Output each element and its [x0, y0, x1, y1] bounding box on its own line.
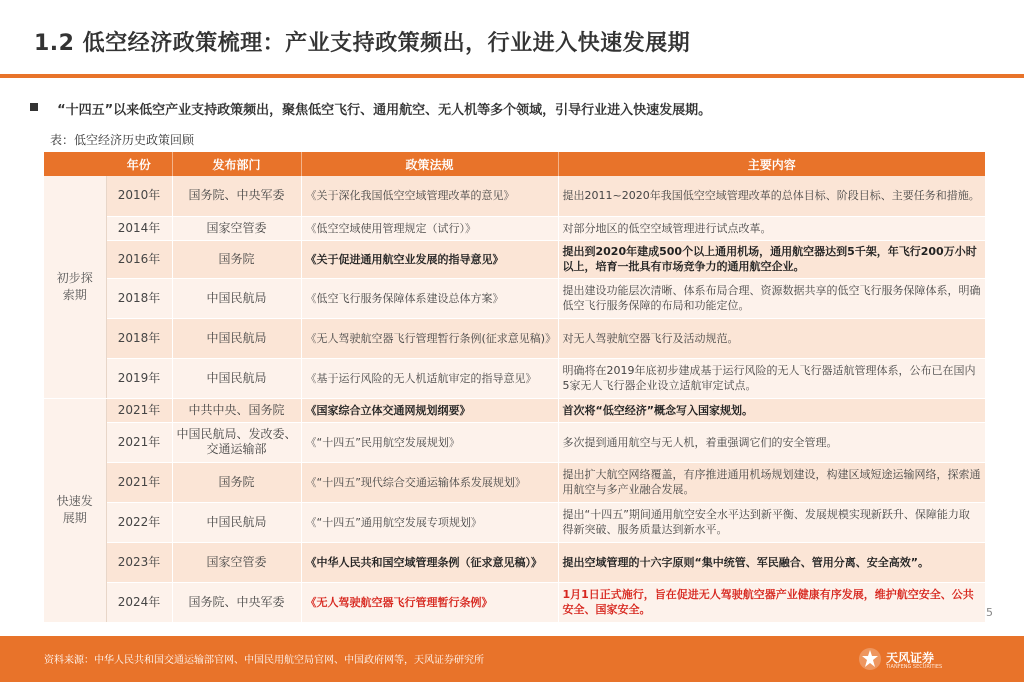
cell-content: 明确将在2019年底初步建成基于运行风险的无人飞行器适航管理体系，公布已在国内5家无人飞行器企业设立适航审定试点。	[558, 358, 985, 398]
cell-department: 中共中央、国务院	[172, 398, 301, 422]
policy-table	[44, 152, 986, 623]
phase-label: 初步探索期	[56, 270, 93, 302]
cell-department: 国务院、中央军委	[172, 176, 301, 216]
cell-year: 2021年	[106, 398, 172, 422]
cell-content: 提出扩大航空网络覆盖，有序推进通用机场规划建设，构建区域短途运输网络，探索通用航空与多产业融合发展。	[558, 462, 985, 502]
cell-content: 对部分地区的低空空域管理进行试点改革。	[558, 216, 985, 240]
cell-content: 1月1日正式施行，旨在促进无人驾驶航空器产业健康有序发展，维护航空安全、公共安全、国家安全。	[558, 582, 985, 622]
table-row	[44, 582, 985, 622]
cell-year: 2019年	[106, 358, 172, 398]
cell-department: 国务院	[172, 240, 301, 278]
phase-label: 快速发展期	[56, 494, 93, 525]
table-row	[44, 422, 985, 462]
cell-department: 中国民航局	[172, 318, 301, 358]
phase-rapid-development	[44, 398, 106, 622]
cell-policy: 《国家综合立体交通网规划纲要》	[301, 398, 558, 422]
summary-bullet	[30, 98, 1010, 118]
cell-year: 2024年	[106, 582, 172, 622]
header-department: 发布部门	[172, 152, 301, 176]
company-logo	[858, 647, 978, 673]
cell-policy: 《无人驾驶航空器飞行管理暂行条例(征求意见稿)》	[301, 318, 558, 358]
cell-content: 提出2011~2020年我国低空空域管理改革的总体目标、阶段目标、主要任务和措施。	[558, 176, 985, 216]
cell-content: 首次将“低空经济”概念写入国家规划。	[558, 398, 985, 422]
cell-policy: 《“十四五”民用航空发展规划》	[301, 422, 558, 462]
cell-year: 2014年	[106, 216, 172, 240]
table-row	[44, 398, 985, 422]
table-row	[44, 462, 985, 502]
table-row	[44, 542, 985, 582]
table-row	[44, 318, 985, 358]
cell-department: 中国民航局	[172, 278, 301, 318]
title-divider	[0, 74, 1024, 78]
tianfeng-logo-icon	[858, 647, 882, 671]
header-content: 主要内容	[558, 152, 985, 176]
phase-early-exploration	[44, 176, 106, 398]
square-bullet-icon	[30, 103, 38, 111]
table-caption: 表：低空经济历史政策回顾	[50, 133, 195, 147]
cell-content: 提出空域管理的十六字原则“集中统管、军民融合、管用分离、安全高效”。	[558, 542, 985, 582]
cell-policy: 《低空空域使用管理规定（试行）》	[301, 216, 558, 240]
table-row	[44, 358, 985, 398]
cell-year: 2022年	[106, 502, 172, 542]
cell-department: 中国民航局	[172, 502, 301, 542]
cell-content: 提出到2020年建成500个以上通用机场，通用航空器达到5千架，年飞行200万小时以上，培育一批具有市场竞争力的通用航空企业。	[558, 240, 985, 278]
cell-policy: 《无人驾驶航空器飞行管理暂行条例》	[301, 582, 558, 622]
table-row	[44, 216, 985, 240]
table-header-row	[44, 152, 985, 176]
cell-department: 中国民航局、发改委、交通运输部	[172, 422, 301, 462]
table-row	[44, 176, 985, 216]
cell-policy: 《低空飞行服务保障体系建设总体方案》	[301, 278, 558, 318]
cell-year: 2021年	[106, 462, 172, 502]
cell-policy: 《“十四五”现代综合交通运输体系发展规划》	[301, 462, 558, 502]
cell-year: 2023年	[106, 542, 172, 582]
header-policy: 政策法规	[301, 152, 558, 176]
cell-department: 国家空管委	[172, 216, 301, 240]
cell-policy: 《关于促进通用航空业发展的指导意见》	[301, 240, 558, 278]
cell-department: 国务院、中央军委	[172, 582, 301, 622]
cell-content: 对无人驾驶航空器飞行及活动规范。	[558, 318, 985, 358]
cell-content: 提出建设功能层次清晰、体系布局合理、资源数据共享的低空飞行服务保障体系，明确低空飞行服务保障的布局和功能定位。	[558, 278, 985, 318]
header-blank	[44, 152, 106, 176]
page-number: 5	[986, 606, 993, 619]
cell-year: 2018年	[106, 278, 172, 318]
cell-year: 2016年	[106, 240, 172, 278]
cell-content: 多次提到通用航空与无人机，着重强调它们的安全管理。	[558, 422, 985, 462]
cell-year: 2018年	[106, 318, 172, 358]
cell-policy: 《关于深化我国低空空域管理改革的意见》	[301, 176, 558, 216]
page-title: 1.2 低空经济政策梳理：产业支持政策频出，行业进入快速发展期	[34, 31, 691, 56]
cell-policy: 《中华人民共和国空域管理条例（征求意见稿）》	[301, 542, 558, 582]
summary-text: “十四五”以来低空产业支持政策频出，聚焦低空飞行、通用航空、无人机等多个领域，引导行业进入快速发展期。	[57, 103, 712, 118]
cell-policy: 《基于运行风险的无人机适航审定的指导意见》	[301, 358, 558, 398]
cell-year: 2021年	[106, 422, 172, 462]
cell-year: 2010年	[106, 176, 172, 216]
logo-subtext: TIANFENG SECURITIES	[886, 664, 943, 670]
logo-text: 天风证券	[886, 651, 935, 665]
source-note: 资料来源：中华人民共和国交通运输部官网、中国民用航空局官网、中国政府网等，天风证券研究所	[44, 655, 484, 666]
cell-department: 国家空管委	[172, 542, 301, 582]
title-bar	[0, 0, 1024, 74]
table-row	[44, 240, 985, 278]
cell-department: 中国民航局	[172, 358, 301, 398]
cell-department: 国务院	[172, 462, 301, 502]
cell-policy: 《“十四五”通用航空发展专项规划》	[301, 502, 558, 542]
header-year: 年份	[106, 152, 172, 176]
table-row	[44, 278, 985, 318]
footer-bar	[0, 636, 1024, 682]
cell-content: 提出“十四五”期间通用航空安全水平达到新平衡、发展规模实现新跃升、保障能力取得新突破、服务质量达到新水平。	[558, 502, 985, 542]
table-row	[44, 502, 985, 542]
